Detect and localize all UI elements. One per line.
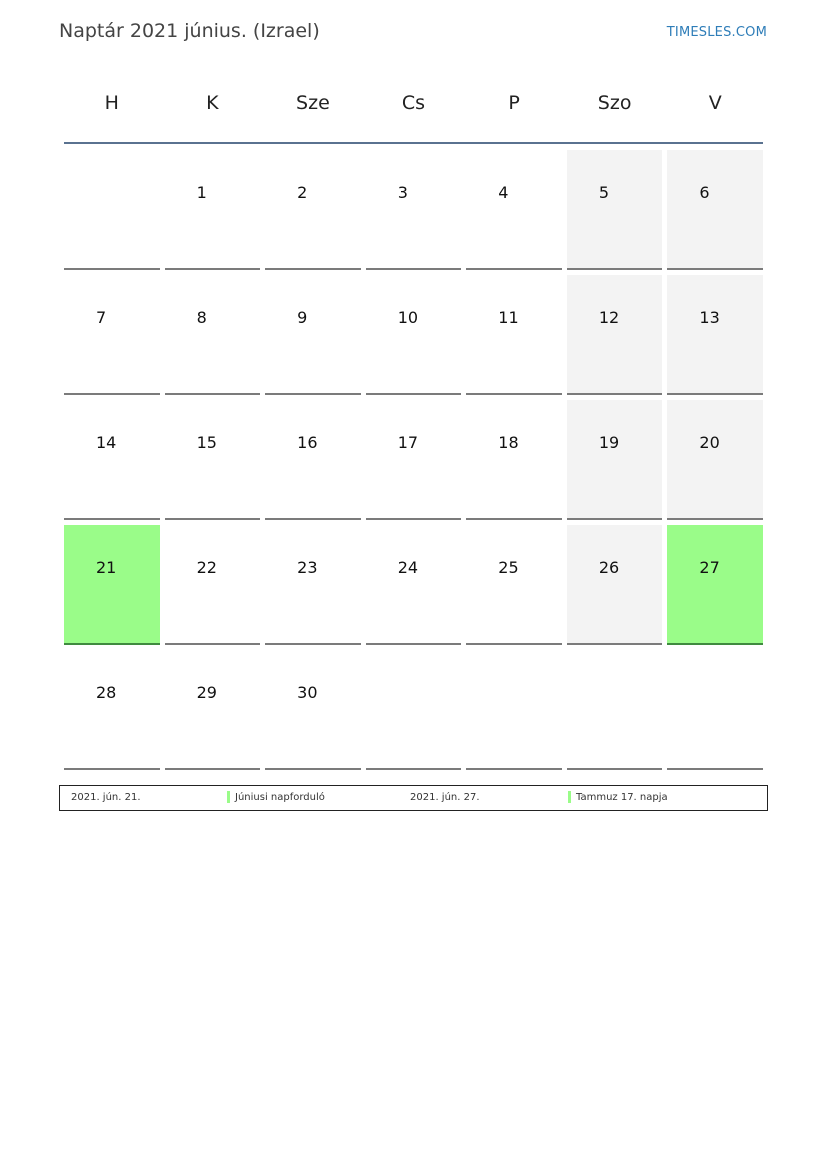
day-number: 25 — [498, 558, 519, 577]
day-number: 9 — [297, 308, 308, 327]
day-cell — [366, 525, 462, 645]
day-cell — [667, 400, 763, 520]
day-cell — [567, 150, 663, 270]
day-number: 16 — [297, 433, 318, 452]
day-cell — [265, 525, 361, 645]
day-number: 11 — [498, 308, 519, 327]
day-number: 14 — [96, 433, 117, 452]
day-number: 12 — [598, 308, 620, 327]
day-number: 24 — [397, 558, 419, 577]
day-cell — [64, 275, 160, 395]
weekday-friday: P — [508, 92, 520, 114]
day-number: 28 — [96, 683, 117, 702]
day-cell — [165, 525, 261, 645]
day-number: 26 — [598, 558, 620, 577]
day-number: 23 — [297, 558, 318, 577]
day-cell — [567, 275, 663, 395]
weekday-thursday: Cs — [401, 92, 426, 114]
day-number: 3 — [397, 183, 408, 202]
day-cell — [667, 150, 763, 270]
day-cell — [667, 525, 763, 645]
day-cell — [366, 650, 462, 770]
day-cell — [165, 275, 261, 395]
day-number: 29 — [196, 683, 217, 702]
day-cell — [466, 400, 562, 520]
day-number: 18 — [498, 433, 519, 452]
day-cell — [165, 150, 261, 270]
day-number: 2 — [297, 183, 308, 202]
brand-link[interactable]: TIMESLES.COM — [666, 25, 767, 40]
weekday-wednesday: Sze — [296, 92, 330, 114]
page-title: Naptár 2021 június. (Izrael) — [59, 20, 320, 42]
day-cell — [64, 650, 160, 770]
day-cell — [466, 150, 562, 270]
day-cell — [667, 275, 763, 395]
day-number: 17 — [397, 433, 419, 452]
day-number: 19 — [598, 433, 620, 452]
day-cell — [366, 150, 462, 270]
day-cell — [64, 150, 160, 270]
day-cell — [366, 400, 462, 520]
day-cell — [567, 650, 663, 770]
day-cell — [64, 400, 160, 520]
day-number: 6 — [699, 183, 710, 202]
day-cell — [165, 400, 261, 520]
day-number: 10 — [397, 308, 419, 327]
holiday-legend — [59, 785, 768, 811]
weekday-monday: H — [104, 92, 119, 114]
day-cell — [667, 650, 763, 770]
day-cell — [64, 525, 160, 645]
day-cell — [265, 400, 361, 520]
day-cell — [466, 650, 562, 770]
day-cell — [567, 525, 663, 645]
day-number: 22 — [196, 558, 217, 577]
weekday-tuesday: K — [206, 92, 219, 114]
header-divider — [64, 142, 763, 144]
day-cell — [466, 525, 562, 645]
day-number: 4 — [498, 183, 509, 202]
day-cell — [366, 275, 462, 395]
day-number: 7 — [96, 308, 107, 327]
day-cell — [567, 400, 663, 520]
day-number: 8 — [196, 308, 207, 327]
legend-date: 2021. jún. 21. — [71, 792, 141, 803]
legend-holiday-name: Tammuz 17. napja — [576, 792, 668, 803]
day-number: 5 — [598, 183, 610, 202]
day-cell — [265, 150, 361, 270]
weekday-header — [64, 88, 763, 142]
day-number: 15 — [196, 433, 217, 452]
day-cell — [265, 275, 361, 395]
day-number: 1 — [196, 183, 207, 202]
weekday-saturday: Szo — [597, 92, 632, 114]
weekday-sunday: V — [708, 92, 722, 114]
day-cell — [466, 275, 562, 395]
legend-holiday-name: Júniusi napforduló — [235, 792, 325, 803]
day-cell — [265, 650, 361, 770]
legend-date: 2021. jún. 27. — [410, 792, 480, 803]
day-number: 21 — [96, 558, 117, 577]
day-cell — [165, 650, 261, 770]
day-number: 20 — [699, 433, 720, 452]
day-number: 27 — [699, 558, 720, 577]
day-number: 13 — [699, 308, 720, 327]
calendar-grid — [64, 150, 763, 770]
day-number: 30 — [297, 683, 318, 702]
